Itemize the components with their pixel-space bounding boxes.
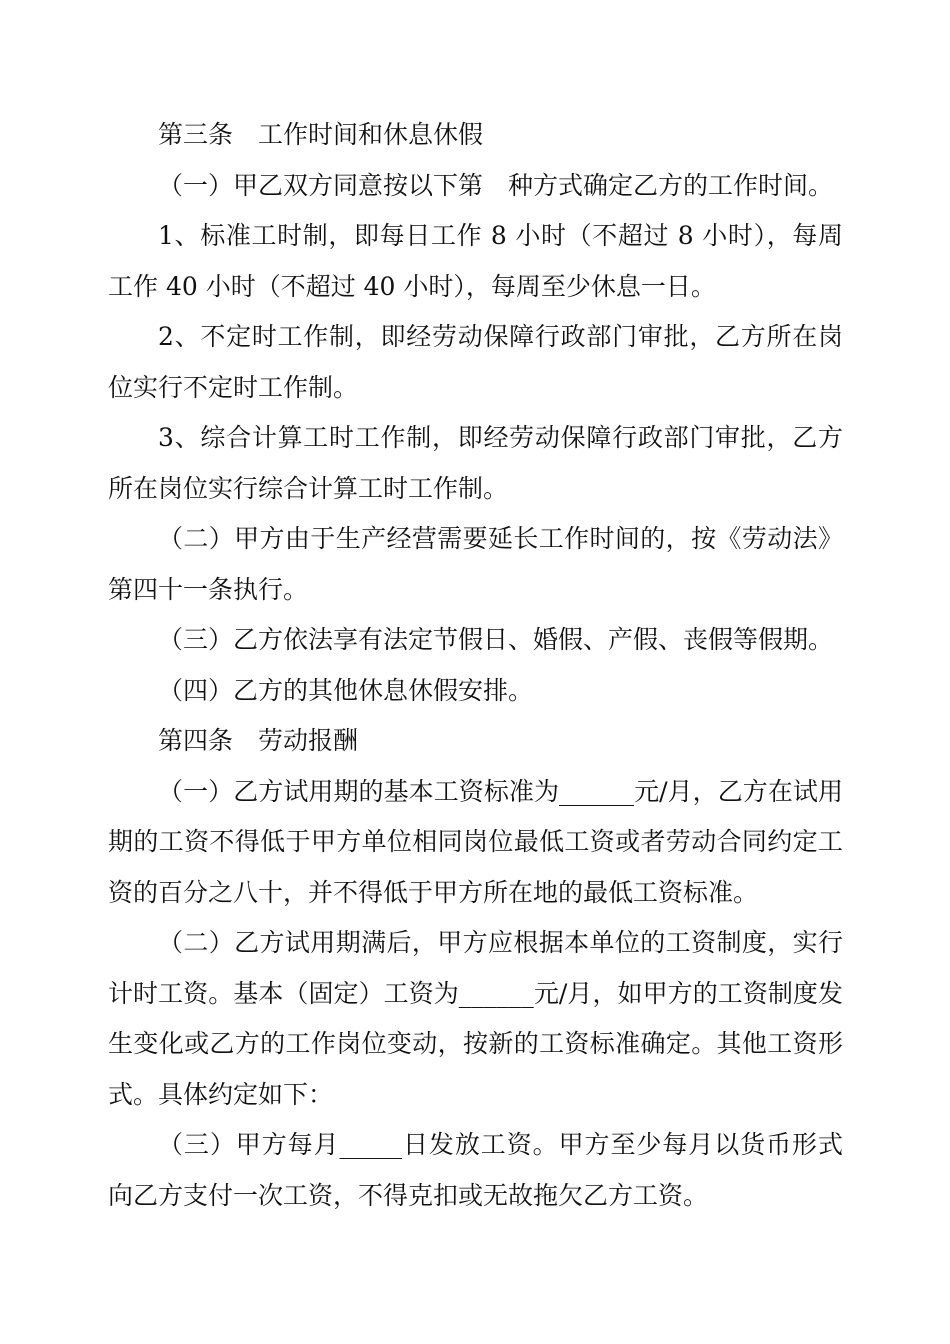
article-4-clause-2: （二）乙方试用期满后，甲方应根据本单位的工资制度，实行计时工资。基本（固定）工资为______元/月，如甲方的工资制度发生变化或乙方的工作岗位变动，按新的工资标准确定。其他工资形式。具体约定如下： bbox=[108, 928, 843, 1109]
article-3-option-comprehensive-hours: 3、综合计算工时工作制，即经劳动保障行政部门审批，乙方所在岗位实行综合计算工时工作制。 bbox=[108, 423, 843, 503]
article-3-heading: 第三条 工作时间和休息休假 bbox=[158, 120, 484, 149]
article-4-clause-3: （三）甲方每月_____日发放工资。甲方至少每月以货币形式向乙方支付一次工资，不得克扣或无故拖欠乙方工资。 bbox=[108, 1130, 843, 1210]
article-3-clause-2: （二）甲方由于生产经营需要延长工作时间的，按《劳动法》第四十一条执行。 bbox=[108, 524, 843, 604]
article-3-clause-1: （一）甲乙双方同意按以下第 种方式确定乙方的工作时间。 bbox=[158, 170, 834, 200]
article-3-clause-3: （三）乙方依法享有法定节假日、婚假、产假、丧假等假期。 bbox=[158, 625, 834, 654]
document-body bbox=[108, 110, 843, 1221]
article-3-clause-4: （四）乙方的其他休息休假安排。 bbox=[158, 675, 534, 705]
article-4-heading: 第四条 劳动报酬 bbox=[158, 726, 359, 755]
article-4-clause-1: （一）乙方试用期的基本工资标准为______元/月，乙方在试用期的工资不得低于甲方单位相同岗位最低工资或者劳动合同约定工资的百分之八十，并不得低于甲方所在地的最低工资标准。 bbox=[108, 776, 843, 907]
article-3-option-flexible-hours: 2、不定时工作制，即经劳动保障行政部门审批，乙方所在岗位实行不定时工作制。 bbox=[108, 322, 843, 402]
article-3-option-standard-hours: 1、标准工时制，即每日工作 8 小时（不超过 8 小时），每周工作 40 小时（不超过 40 小时），每周至少休息一日。 bbox=[108, 221, 843, 301]
